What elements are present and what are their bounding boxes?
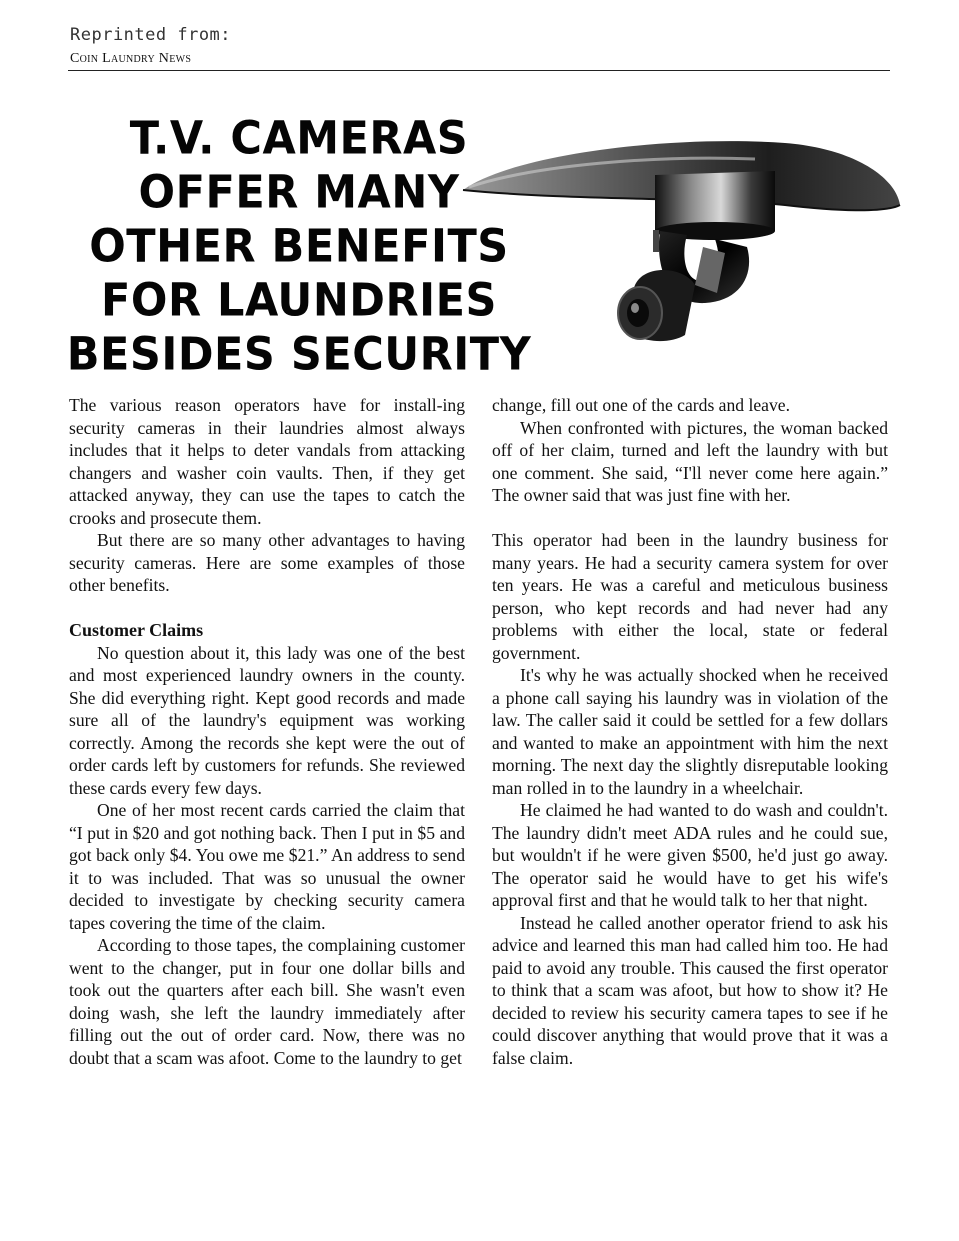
headline-line-5: BESIDES SECURITY bbox=[66, 328, 532, 382]
article-column-right bbox=[492, 394, 888, 1069]
paragraph: This operator had been in the laundry business for many years. He had a security camera system for over ten years. He was a careful and meticulous business person, who kept records and had never had any problems with either the local, state or federal government. bbox=[492, 530, 888, 663]
paragraph: He claimed he had wanted to do wash and couldn't. The laundry didn't meet ADA rules and he could sue, but wouldn't if he were given $500, he'd just go away. The operator said he would have to get his wife's approval first and that he would talk to her that night. bbox=[492, 800, 888, 910]
security-camera-icon bbox=[455, 135, 905, 350]
headline-line-3: OTHER BENEFITS bbox=[89, 220, 509, 274]
headline-line-2: OFFER MANY bbox=[138, 166, 460, 220]
paragraph: When confronted with pictures, the woman backed off of her claim, turned and left the laundry with but one comment. She said, “I'll never come here again.” The owner said that was just fine with her. bbox=[492, 417, 888, 505]
publication-name: Coin Laundry News bbox=[70, 51, 192, 66]
headline-line-1: T.V. CAMERAS bbox=[129, 112, 469, 166]
paragraph: It's why he was actually shocked when he received a phone call saying his laundry was in violation of the law. The caller said it could be settled for a few dollars and wanted to make an appointment with him the next morning. The next day the slightly disreputable looking man rolled in to the laundry in a wheelchair. bbox=[492, 665, 888, 798]
paragraph: Instead he called another operator friend to ask his advice and learned this man had called him too. He had paid to avoid any trouble. This caused the first operator to think that a scam was afoot, but how to show it? He decided to review his security camera tapes to see if he could discover anything that would prove that it was a false claim. bbox=[492, 912, 888, 1068]
header-rule bbox=[68, 70, 890, 71]
section-heading: Customer Claims bbox=[69, 619, 204, 640]
article-column-left bbox=[69, 394, 465, 1069]
paragraph: According to those tapes, the complaining customer went to the changer, put in four one dollar bills and took out the quarters after each bill. She wasn't even doing wash, she left the laundry immediately after filling out the out of order card. Now, there was no doubt that a scam was afoot. Come to the laundry to get bbox=[69, 935, 465, 1068]
paragraph: No question about it, this lady was one of the best and most experienced laundry owners in the county. She did everything right. Kept good records and made sure all of the laundry's equipment was working correctly. Among the records she kept were the out of order cards left by customers for refunds. She reviewed these cards every few days. bbox=[69, 642, 465, 798]
reprinted-from-label: Reprinted from: bbox=[70, 25, 232, 45]
headline-line-4: FOR LAUNDRIES bbox=[101, 274, 497, 328]
paragraph: One of her most recent cards carried the claim that “I put in $20 and got nothing back. Then I put in $5 and got back only $4. You owe me $21.” An address to send it to was included. That was so unusual the owner decided to investigate by checking security camera tapes covering the time of the claim. bbox=[69, 800, 465, 933]
paragraph: But there are so many other advantages to having security cameras. Here are some examples of those other benefits. bbox=[69, 530, 465, 595]
paragraph: change, fill out one of the cards and leave. bbox=[492, 395, 790, 415]
paragraph: The various reason operators have for install-ing security cameras in their laundries almost always includes that it helps to deter vandals from attacking changers and washer coin vaults. Then, if they get attacked anyway, they can use the tapes to catch the crooks and prosecute them. bbox=[69, 395, 465, 528]
